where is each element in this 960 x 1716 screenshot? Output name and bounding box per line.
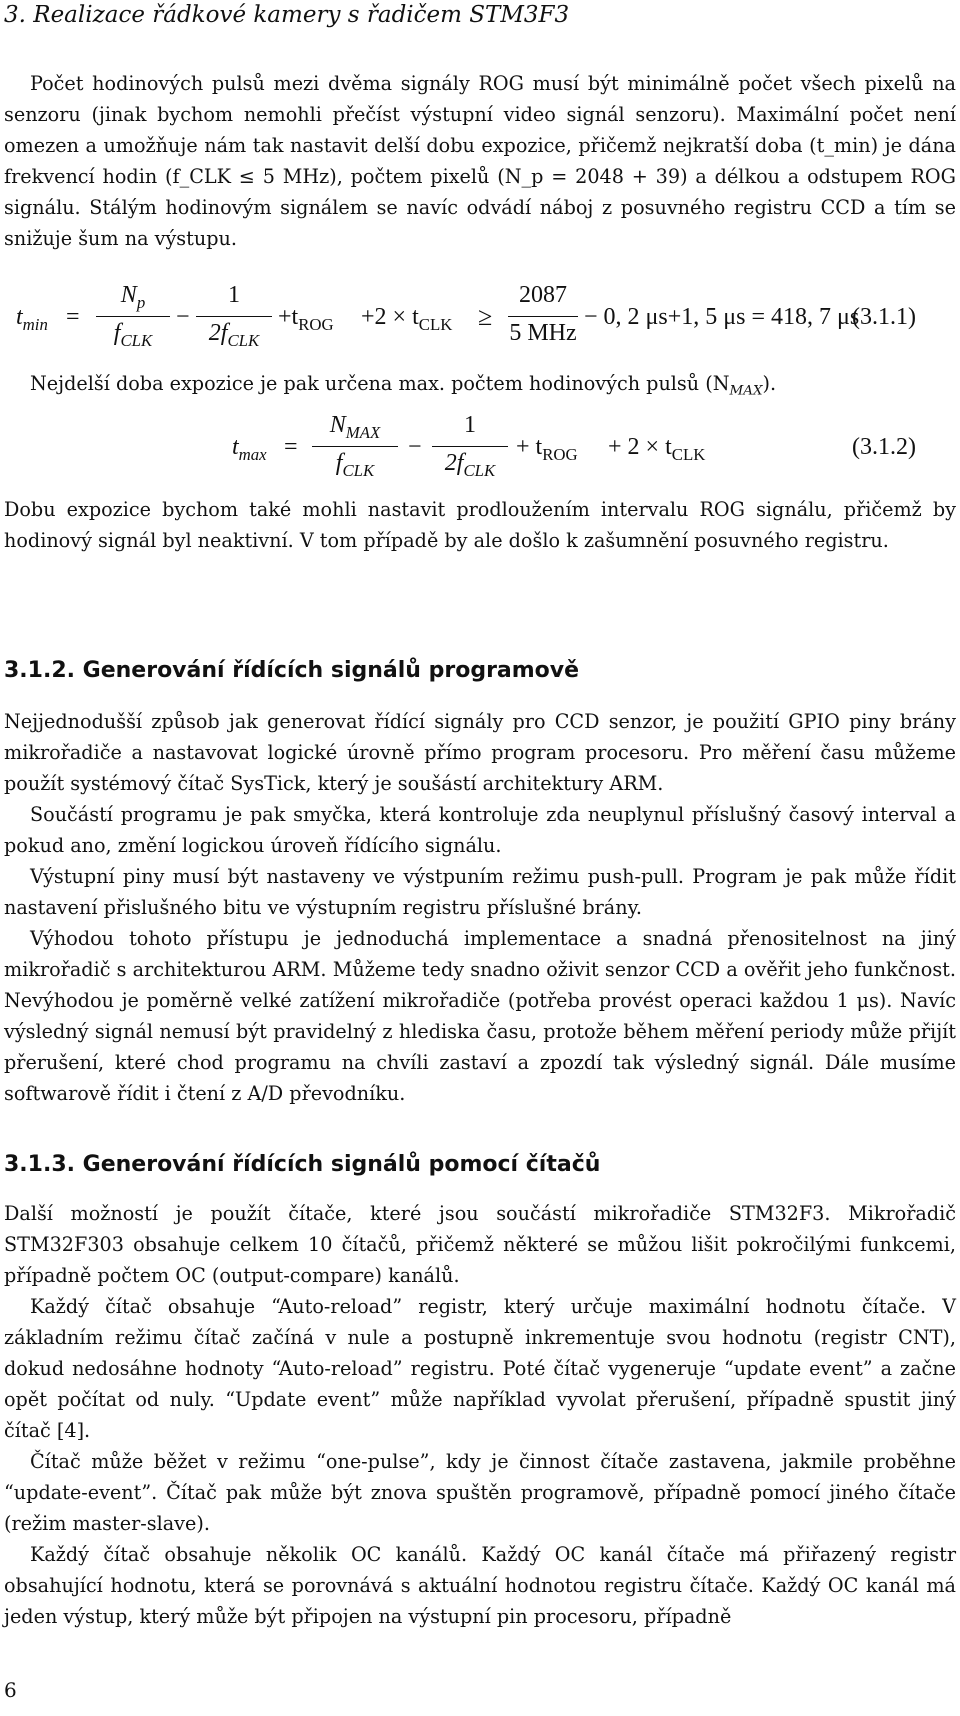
eq1-clk-term: $+2 \times t_{CLK}$ (361, 304, 453, 334)
section-3-1-3-paragraph: Každý čítač obsahuje “Auto-reload” registr, který určuje maximální hodnotu čítače. V základním režimu čítač začíná v nule a postupně inkrementuje svou hodnotu (registr CNT), dokud nedosáhne hodnoty “Auto-reload” registru. Poté čítač vygeneruje “update event” a začne opět počítat od nuly. “Update event” může například vyvolat přerušení, případně spustit jiný čítač [4]. (4, 1295, 956, 1442)
after-eq1-block (4, 368, 956, 399)
eq1-number: (3.1.1) (852, 304, 916, 330)
eq2-lhs: $t_{max}$ (232, 434, 267, 464)
fraction-bar (432, 446, 508, 447)
equation-3-1-1: $t_{min}$ = $N_p$ $f_{CLK}$ − 1 $2f_{CLK}$ $+t_{ROG}$ $+2 \times t_{CLK}$ ≥ 2087 5 MHz − 0, 2 μs+1, 5 μs = 418, 7 μs (3.1.1) (16, 282, 916, 352)
section-3-1-3-paragraph: Každý čítač obsahuje několik OC kanálů. Každý OC kanál čítače má přiřazený registr obsahující hodnotu, která se porovnává s aktuální hodnotou registru čítače. Každý OC kanál má jeden výstup, který může být připojen na výstupní pin procesoru, případně (4, 1543, 956, 1628)
eq1-fraction-half-clk: 1 $2f_{CLK}$ (196, 282, 272, 352)
eq2-fraction-nmax: $N_{MAX}$ $f_{CLK}$ (312, 412, 398, 482)
section-3-1-2-paragraph: Součástí programu je pak smyčka, která kontroluje zda neuplynul příslušný časový interval a pokud ano, změní logickou úroveň řídícího signálu. (4, 803, 956, 857)
section-3-1-2-paragraph: Výstupní piny musí být nastaveny ve výstpuním režimu push-pull. Program je pak může řídit nastavení přislušného bitu ve výstupním registru příslušné brány. (4, 865, 956, 919)
intro-paragraph: Počet hodinových pulsů mezi dvěma signály ROG musí být minimálně počet všech pixelů na senzoru (jinak bychom nemohli přečíst výstupní video signál senzoru). Maximální počet není omezen a umožňuje nám tak nastavit delší dobu expozice, přičemž nejkratší doba (t_min) je dána frekvencí hodin (f_CLK ≤ 5 MHz), počtem pixelů (N_p = 2048 + 39) a délkou a odstupem ROG signálu. Stálým hodinovým signálem se navíc odvádí náboj z posuvného registru CCD a tím se snižuje šum na výstupu. (4, 72, 956, 250)
fraction-bar (96, 316, 170, 317)
eq2-fraction-half-clk: 1 $2f_{CLK}$ (432, 412, 508, 482)
eq1-equals: = (66, 304, 80, 330)
running-head: 3. Realizace řádkové kamery s řadičem STM3F3 (4, 2, 570, 28)
after-eq1-paragraph: Nejdelší doba expozice je pak určena max. počtem hodinových pulsů $(N_{MAX})$. (30, 372, 777, 399)
eq1-lhs: $t_{min}$ (16, 304, 48, 334)
section-heading-3-1-2: 3.1.2. Generování řídících signálů programově (4, 658, 580, 683)
eq2-number: (3.1.2) (852, 434, 916, 460)
intro-paragraph-block (4, 68, 956, 254)
eq2-rog-term: + $t_{ROG}$ (516, 434, 578, 464)
after-eq2-paragraph: Dobu expozice bychom také mohli nastavit prodloužením intervalu ROG signálu, přičemž by hodinový signál byl neaktivní. V tom případě by ale došlo k zašumnění posuvného registru. (4, 498, 956, 552)
eq1-rog-term: $+t_{ROG}$ (278, 304, 334, 334)
page-number: 6 (4, 1678, 17, 1702)
eq1-fraction-2087: 2087 5 MHz (509, 282, 577, 346)
eq1-rhs: − 0, 2 μs+1, 5 μs = 418, 7 μs (584, 304, 860, 330)
section-3-1-2-paragraph: Nejjednodušší způsob jak generovat řídící signály pro CCD senzor, je použití GPIO piny brány mikrořadiče a nastavovat logické úrovně přímo program procesoru. Pro měření času můžeme použít systémový čítač SysTick, který je soušástí architektury ARM. (4, 710, 956, 795)
section-3-1-3-paragraph: Čítač může běžet v režimu “one-pulse”, kdy je činnost čítače zastavena, jakmile proběhne “update-event”. Čítač pak může být znova spuštěn programově, případně pomocí jiného čítače (režim master-slave). (4, 1450, 956, 1535)
eq2-clk-term: + $2 \times t_{CLK}$ (608, 434, 706, 464)
fraction-bar (508, 316, 578, 317)
section-3-1-2-body (4, 706, 956, 1109)
after-eq2-block (4, 494, 956, 556)
section-3-1-3-paragraph: Další možností je použít čítače, které jsou součástí mikrořadiče STM32F3. Mikrořadič STM32F303 obsahuje celkem 10 čítačů, přičemž některé se můžou lišit pokročilými funkcemi, případně počtem OC (output-compare) kanálů. (4, 1202, 956, 1287)
section-heading-3-1-3: 3.1.3. Generování řídících signálů pomocí čítačů (4, 1152, 601, 1177)
equation-3-1-2: $t_{max}$ = $N_{MAX}$ $f_{CLK}$ − 1 $2f_{CLK}$ + $t_{ROG}$ + $2 \times t_{CLK}$ (3.1.2) (232, 412, 952, 482)
fraction-bar (196, 316, 272, 317)
eq1-fraction-np: $N_p$ $f_{CLK}$ (96, 282, 170, 352)
fraction-bar (312, 446, 398, 447)
section-3-1-3-body (4, 1198, 956, 1632)
section-3-1-2-paragraph: Výhodou tohoto přístupu je jednoduchá implementace a snadná přenositelnost na jiný mikrořadič s architekturou ARM. Můžeme tedy snadno oživit senzor CCD a ověřit jeho funkčnost. Nevýhodou je poměrně velké zatížení mikrořadiče (potřeba provést operaci každou 1 μs). Navíc výsledný signál nemusí být pravidelný z hlediska času, protože během měření periody může přijít přerušení, které chod programu na chvíli zastaví a zpozdí tak výsledný signál. Dále musíme softwarově řídit i čtení z A/D převodníku. (4, 927, 956, 1105)
